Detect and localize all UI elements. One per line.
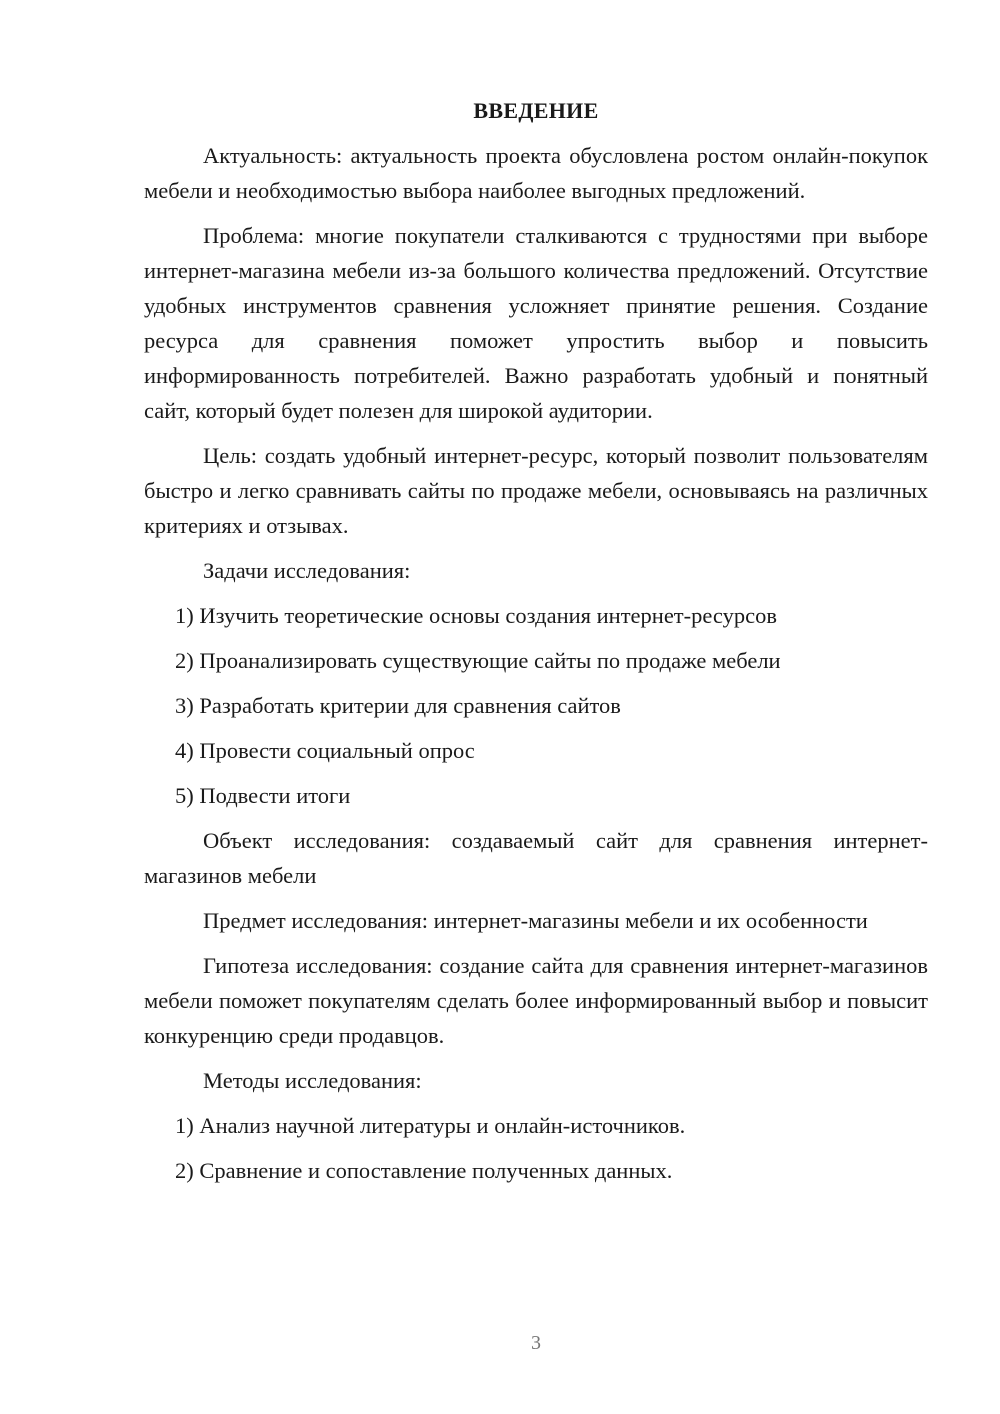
relevance-paragraph: Актуальность: актуальность проекта обусловлена ростом онлайн-покупок мебели и необходимостью выбора наиболее выгодных предложений. <box>144 143 928 203</box>
list-item: 3) Разработать критерии для сравнения сайтов <box>175 693 621 718</box>
list-item: 1) Изучить теоретические основы создания интернет-ресурсов <box>175 603 777 628</box>
list-item: 1) Анализ научной литературы и онлайн-источников. <box>175 1113 686 1138</box>
tasks-list <box>144 598 928 813</box>
list-item: 2) Проанализировать существующие сайты по продаже мебели <box>175 648 781 673</box>
methods-list <box>144 1108 928 1188</box>
goal-paragraph: Цель: создать удобный интернет-ресурс, который позволит пользователям быстро и легко сравнивать сайты по продаже мебели, основываясь на различных критериях и отзывах. <box>144 443 928 538</box>
list-item: 5) Подвести итоги <box>175 783 351 808</box>
methods-label: Методы исследования: <box>203 1068 422 1093</box>
page-number: 3 <box>531 1332 541 1354</box>
list-item: 4) Провести социальный опрос <box>175 738 475 763</box>
tasks-label: Задачи исследования: <box>203 558 411 583</box>
problem-paragraph: Проблема: многие покупатели сталкиваются с трудностями при выборе интернет-магазина мебели из-за большого количества предложений. Отсутствие удобных инструментов сравнения усложняет принятие решения. Создание ресурса для сравнения поможет упростить выбор и повысить информированность потребителей. Важно разработать удобный и понятный сайт, который будет полезен для широкой аудитории. <box>144 223 928 423</box>
document-page <box>144 96 928 1198</box>
hypothesis-paragraph: Гипотеза исследования: создание сайта для сравнения интернет-магазинов мебели поможет покупателям сделать более информированный выбор и повысит конкуренцию среди продавцов. <box>144 953 928 1048</box>
page-title: ВВЕДЕНИЕ <box>473 98 599 123</box>
object-paragraph: Объект исследования: создаваемый сайт для сравнения интернет-магазинов мебели <box>144 828 928 888</box>
list-item: 2) Сравнение и сопоставление полученных данных. <box>175 1158 673 1183</box>
subject-paragraph: Предмет исследования: интернет-магазины мебели и их особенности <box>203 908 868 933</box>
